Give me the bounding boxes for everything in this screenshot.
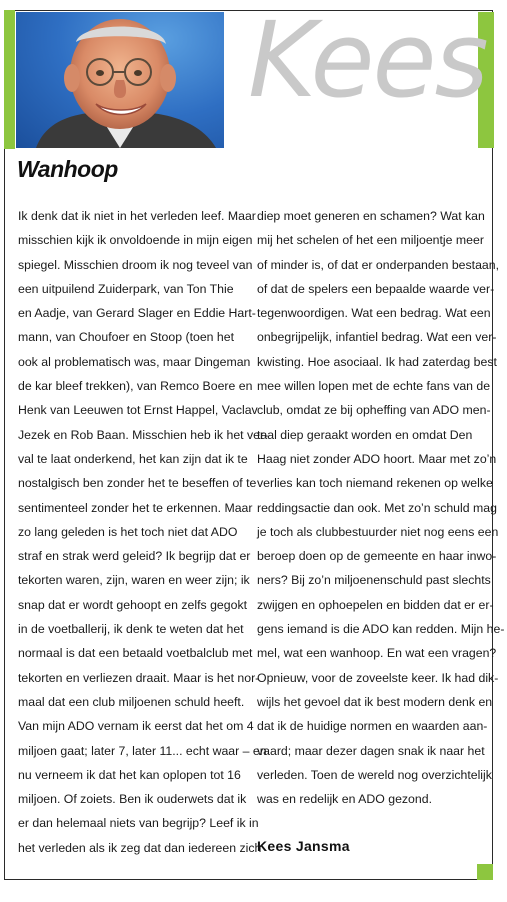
article-line: gens iemand is die ADO kan redden. Mijn he- xyxy=(257,622,505,637)
article-line: spiegel. Misschien droom ik nog teveel van xyxy=(18,257,253,272)
article-line: reddingsactie dan ook. Met zo’n schuld mag xyxy=(257,500,497,515)
article-line: straf en strak werd geleid? Ik begrijp dat er xyxy=(18,549,251,564)
article-line: diep moet generen en schamen? Wat kan xyxy=(257,209,485,223)
article-line: maal dat een club miljoenen schuld heeft. xyxy=(18,694,245,709)
article-line: of minder is, of dat er onderpanden bestaan, xyxy=(257,257,499,272)
article-line: er dan helemaal niets van begrijp? Leef ik in xyxy=(18,816,259,831)
article-line: tekorten en verliezen draait. Maar is het nor- xyxy=(18,670,260,685)
article-column-right xyxy=(257,204,505,811)
article-line: normaal is dat een betaald voetbalclub met xyxy=(18,646,253,661)
author-signature: Kees Jansma xyxy=(257,838,350,854)
article-line: misschien kijk ik onvoldoende in mijn eigen xyxy=(18,233,253,248)
article-line: Ik denk dat ik niet in het verleden leef. Maar xyxy=(18,209,256,223)
article-line: Van mijn ADO vernam ik eerst dat het om 4 xyxy=(18,719,254,734)
article-line: je toch als clubbestuurder niet nog eens een xyxy=(257,524,499,539)
article-line: taal diep geraakt worden en omdat Den xyxy=(257,427,473,442)
portrait-illustration xyxy=(16,12,224,148)
columnist-name-logo: Kees xyxy=(248,0,487,121)
article-line: snap dat er wordt gehoopt en zelfs gegokt xyxy=(18,597,248,612)
article-line: zwijgen en ophoepelen en bidden dat er er- xyxy=(257,597,494,612)
accent-bar-left xyxy=(4,10,15,149)
article-line: Haag niet zonder ADO hoort. Maar met zo’n xyxy=(257,451,497,466)
article-line: tegenwoordigen. Wat een bedrag. Wat een xyxy=(257,306,491,321)
article-line: vaard; maar dezer dagen snak ik naar het xyxy=(257,743,485,758)
article-line: beroep doen op de gemeente en haar inwo- xyxy=(257,549,497,564)
article-line: zo lang geleden is het toch niet dat ADO xyxy=(18,524,238,539)
accent-square-bottom xyxy=(477,864,493,880)
article-line: nostalgisch ben zonder het te beseffen of te xyxy=(18,476,257,491)
article-line: Henk van Leeuwen tot Ernst Happel, Vaclav xyxy=(18,403,258,418)
article-line: miljoen gaat; later 7, later 11... echt waar – en xyxy=(18,743,267,758)
article-line: ook al problematisch was, maar Dingeman xyxy=(18,354,251,369)
article-column-left xyxy=(18,204,269,860)
article-line: mann, van Choufoer en Stoop (toen het xyxy=(18,330,235,345)
article-line: miljoen. Of zoiets. Ben ik ouderwets dat ik xyxy=(18,792,247,807)
author-photo xyxy=(16,12,224,148)
article-line: verleden. Toen de wereld nog overzichtelijk xyxy=(257,767,492,782)
article-line: was en redelijk en ADO gezond. xyxy=(257,792,432,807)
article-line: de kar bleef trekken), van Remco Boere en xyxy=(18,379,253,394)
article-line: mel, wat een wanhoop. En wat een vragen? xyxy=(257,646,497,661)
article-line: wijls het gevoel dat ik best modern denk en xyxy=(257,694,493,709)
article-line: club, omdat ze bij opheffing van ADO men- xyxy=(257,403,491,418)
article-line: Jezek en Rob Baan. Misschien heb ik het ver- xyxy=(18,427,269,442)
article-line: onbegrijpelijk, infantiel bedrag. Wat een ver- xyxy=(257,330,497,345)
article-line: en Aadje, van Gerard Slager en Eddie Hart- xyxy=(18,306,256,321)
article-line: verlies kan toch niemand rekenen op welke xyxy=(257,476,493,491)
article-line: ners? Bij zo’n miljoenenschuld past slechts xyxy=(257,573,491,588)
article-line: sentimenteel zonder het te erkennen. Maar xyxy=(18,500,253,515)
article-line: mij het schelen of het een miljoentje meer xyxy=(257,233,484,248)
article-line: het verleden als ik zeg dat dan iedereen zich xyxy=(18,840,262,855)
article-line: een uitpuilend Zuiderpark, van Ton Thie xyxy=(18,281,234,296)
article-line: of dat de spelers een bepaalde waarde ver- xyxy=(257,281,495,296)
article-line: val te laat onderkend, het kan zijn dat ik te xyxy=(18,451,248,466)
article-line: tekorten waren, zijn, waren en weer zijn; ik xyxy=(18,573,250,588)
article-line: dat ik de huidige normen en waarden aan- xyxy=(257,719,488,734)
article-line: kwisting. Hoe asociaal. Ik had zaterdag best xyxy=(257,354,497,369)
article-title: Wanhoop xyxy=(17,156,118,182)
article-line: in de voetballerij, ik denk te weten dat het xyxy=(18,622,244,637)
article-line: nu verneem ik dat het kan oplopen tot 16 xyxy=(18,767,241,782)
article-line: mee willen lopen met de echte fans van de xyxy=(257,379,491,394)
article-line: Opnieuw, voor de zoveelste keer. Ik had dik- xyxy=(257,670,499,685)
